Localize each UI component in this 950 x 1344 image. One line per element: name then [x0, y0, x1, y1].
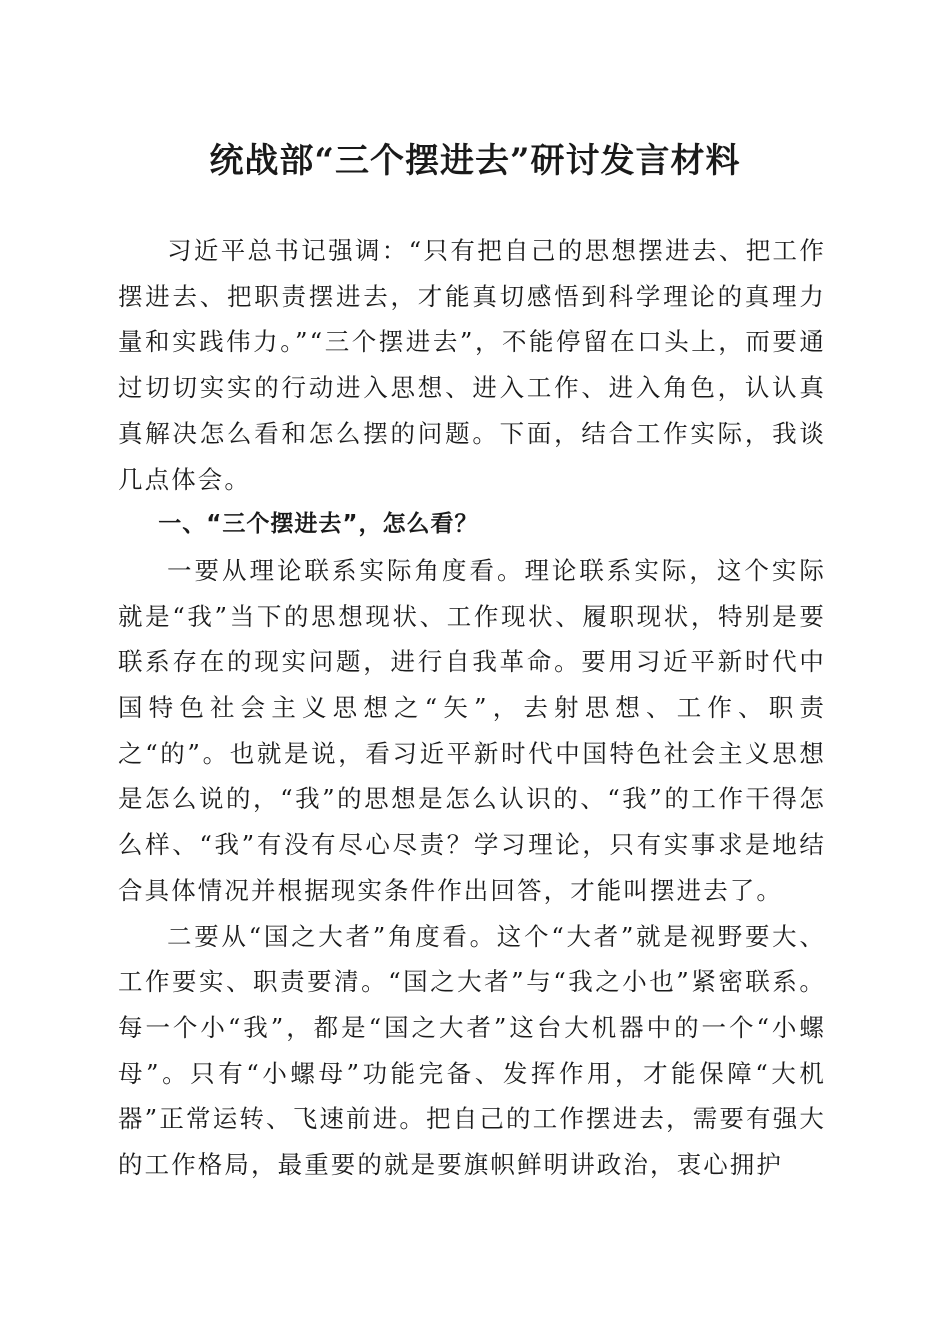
- section-heading: 一、“三个摆进去”，怎么看？: [158, 511, 479, 538]
- body-paragraph: 一要从理论联系实际角度看。理论联系实际，这个实际就是“我”当下的思想现状、工作现状、履职现状，特别是要联系存在的现实问题，进行自我革命。要用习近平新时代中国特色社会主义思想之“矢”，去射思想、工作、职责之“的”。也就是说，看习近平新时代中国特色社会主义思想是怎么说的，“我”的思想是怎么认识的、“我”的工作干得怎么样、“我”有没有尽心尽责？学习理论，只有实事求是地结合具体情况并根据现实条件作出回答，才能叫摆进去了。: [118, 555, 826, 905]
- intro-paragraph: 习近平总书记强调：“只有把自己的思想摆进去、把工作摆进去、把职责摆进去，才能真切感悟到科学理论的真理力量和实践伟力。”“三个摆进去”，不能停留在口头上，而要通过切切实实的行动进入思想、进入工作、进入角色，认认真真解决怎么看和怎么摆的问题。下面，结合工作实际，我谈几点体会。: [118, 236, 826, 494]
- document-body: [118, 228, 826, 1188]
- body-paragraph: 二要从“国之大者”角度看。这个“大者”就是视野要大、工作要实、职责要清。“国之大者”与“我之小也”紧密联系。每一个小“我”，都是“国之大者”这台大机器中的一个“小螺母”。只有“小螺母”功能完备、发挥作用，才能保障“大机器”正常运转、飞速前进。把自己的工作摆进去，需要有强大的工作格局，最重要的就是要旗帜鲜明讲政治，衷心拥护: [118, 921, 826, 1180]
- document-title: 统战部“三个摆进去”研讨发言材料: [209, 141, 741, 181]
